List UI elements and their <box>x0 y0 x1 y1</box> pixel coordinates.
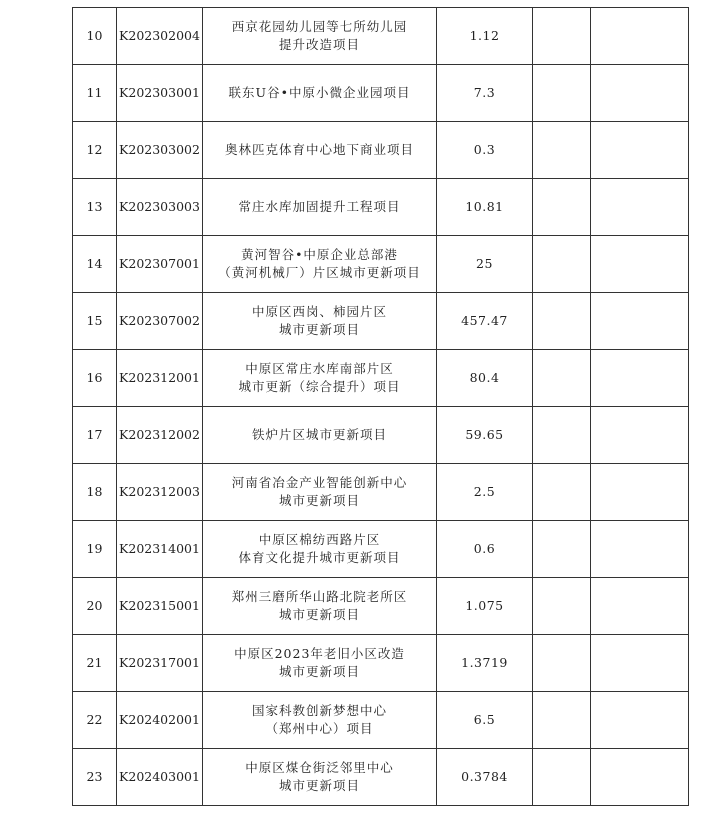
empty-cell <box>533 521 591 578</box>
empty-cell <box>591 464 689 521</box>
project-name-line: 城市更新项目 <box>278 664 360 679</box>
empty-cell <box>533 293 591 350</box>
row-number-cell: 21 <box>73 635 117 692</box>
project-name-cell <box>203 521 437 578</box>
project-name-line: 联东U谷•中原小微企业园项目 <box>228 85 411 100</box>
investment-amount-cell: 80.4 <box>437 350 533 407</box>
table-row <box>73 8 689 65</box>
empty-cell <box>591 749 689 806</box>
project-name-cell <box>203 8 437 65</box>
project-name-line: 奥林匹克体育中心地下商业项目 <box>224 142 414 157</box>
project-code-cell: K202312001 <box>117 350 203 407</box>
project-name-cell <box>203 65 437 122</box>
empty-cell <box>533 179 591 236</box>
investment-amount-cell: 0.3784 <box>437 749 533 806</box>
project-name-cell <box>203 464 437 521</box>
row-number-cell: 14 <box>73 236 117 293</box>
table-row <box>73 521 689 578</box>
investment-amount-cell: 457.47 <box>437 293 533 350</box>
empty-cell <box>591 578 689 635</box>
project-name-line: 提升改造项目 <box>278 37 360 52</box>
project-name-cell <box>203 350 437 407</box>
empty-cell <box>591 635 689 692</box>
table-row <box>73 635 689 692</box>
empty-cell <box>533 236 591 293</box>
project-name-line: 黄河智谷•中原企业总部港 <box>241 247 398 262</box>
project-code-cell: K202314001 <box>117 521 203 578</box>
table-row <box>73 578 689 635</box>
project-name-cell <box>203 692 437 749</box>
project-code-cell: K202315001 <box>117 578 203 635</box>
empty-cell <box>533 65 591 122</box>
project-code-cell: K202312003 <box>117 464 203 521</box>
project-name-line: （黄河机械厂）片区城市更新项目 <box>218 265 421 280</box>
project-name-line: 城市更新项目 <box>278 322 360 337</box>
table-row <box>73 350 689 407</box>
project-name-line: 中原区常庄水库南部片区 <box>245 361 394 376</box>
project-name-line: 中原区煤仓街泛邻里中心 <box>245 760 394 775</box>
project-name-line: 中原区2023年老旧小区改造 <box>234 646 405 661</box>
project-name-line: 体育文化提升城市更新项目 <box>238 550 401 565</box>
investment-amount-cell: 25 <box>437 236 533 293</box>
empty-cell <box>591 692 689 749</box>
empty-cell <box>533 8 591 65</box>
empty-cell <box>591 179 689 236</box>
project-name-line: 中原区西岗、柿园片区 <box>251 304 387 319</box>
empty-cell <box>591 521 689 578</box>
row-number-cell: 10 <box>73 8 117 65</box>
row-number-cell: 17 <box>73 407 117 464</box>
investment-amount-cell: 10.81 <box>437 179 533 236</box>
empty-cell <box>533 635 591 692</box>
project-code-cell: K202312002 <box>117 407 203 464</box>
project-name-cell <box>203 236 437 293</box>
empty-cell <box>533 578 591 635</box>
row-number-cell: 22 <box>73 692 117 749</box>
project-code-cell: K202307002 <box>117 293 203 350</box>
row-number-cell: 15 <box>73 293 117 350</box>
empty-cell <box>591 65 689 122</box>
investment-amount-cell: 7.3 <box>437 65 533 122</box>
empty-cell <box>591 8 689 65</box>
row-number-cell: 16 <box>73 350 117 407</box>
project-name-cell <box>203 407 437 464</box>
investment-amount-cell: 2.5 <box>437 464 533 521</box>
project-name-line: 郑州三磨所华山路北院老所区 <box>231 589 408 604</box>
table-row <box>73 236 689 293</box>
project-name-cell <box>203 749 437 806</box>
table-body <box>73 8 689 806</box>
project-name-line: 国家科教创新梦想中心 <box>251 703 387 718</box>
row-number-cell: 12 <box>73 122 117 179</box>
project-name-line: 河南省冶金产业智能创新中心 <box>231 475 408 490</box>
project-name-cell <box>203 179 437 236</box>
project-name-line: 城市更新（综合提升）项目 <box>238 379 401 394</box>
row-number-cell: 13 <box>73 179 117 236</box>
project-name-line: （郑州中心）项目 <box>265 721 374 736</box>
project-table <box>72 7 689 806</box>
row-number-cell: 19 <box>73 521 117 578</box>
investment-amount-cell: 59.65 <box>437 407 533 464</box>
empty-cell <box>591 407 689 464</box>
row-number-cell: 20 <box>73 578 117 635</box>
empty-cell <box>591 350 689 407</box>
row-number-cell: 11 <box>73 65 117 122</box>
investment-amount-cell: 1.075 <box>437 578 533 635</box>
table-row <box>73 464 689 521</box>
table-row <box>73 179 689 236</box>
project-name-line: 城市更新项目 <box>278 607 360 622</box>
empty-cell <box>533 122 591 179</box>
empty-cell <box>591 122 689 179</box>
project-name-cell <box>203 122 437 179</box>
table-row <box>73 407 689 464</box>
table-row <box>73 122 689 179</box>
project-code-cell: K202402001 <box>117 692 203 749</box>
investment-amount-cell: 1.12 <box>437 8 533 65</box>
empty-cell <box>533 407 591 464</box>
project-code-cell: K202303003 <box>117 179 203 236</box>
table-row <box>73 65 689 122</box>
table-row <box>73 749 689 806</box>
project-name-line: 中原区棉纺西路片区 <box>258 532 381 547</box>
investment-amount-cell: 1.3719 <box>437 635 533 692</box>
project-name-line: 西京花园幼儿园等七所幼儿园 <box>231 19 408 34</box>
empty-cell <box>591 236 689 293</box>
project-name-line: 常庄水库加固提升工程项目 <box>238 199 401 214</box>
project-code-cell: K202303001 <box>117 65 203 122</box>
project-name-line: 城市更新项目 <box>278 493 360 508</box>
project-code-cell: K202403001 <box>117 749 203 806</box>
table-row <box>73 692 689 749</box>
project-name-cell <box>203 293 437 350</box>
row-number-cell: 23 <box>73 749 117 806</box>
empty-cell <box>533 692 591 749</box>
empty-cell <box>591 293 689 350</box>
project-code-cell: K202303002 <box>117 122 203 179</box>
row-number-cell: 18 <box>73 464 117 521</box>
project-name-cell <box>203 578 437 635</box>
table-row <box>73 293 689 350</box>
empty-cell <box>533 464 591 521</box>
project-name-cell <box>203 635 437 692</box>
project-code-cell: K202302004 <box>117 8 203 65</box>
project-code-cell: K202317001 <box>117 635 203 692</box>
project-code-cell: K202307001 <box>117 236 203 293</box>
empty-cell <box>533 749 591 806</box>
investment-amount-cell: 0.3 <box>437 122 533 179</box>
investment-amount-cell: 0.6 <box>437 521 533 578</box>
empty-cell <box>533 350 591 407</box>
project-name-line: 铁炉片区城市更新项目 <box>251 427 387 442</box>
investment-amount-cell: 6.5 <box>437 692 533 749</box>
project-name-line: 城市更新项目 <box>278 778 360 793</box>
